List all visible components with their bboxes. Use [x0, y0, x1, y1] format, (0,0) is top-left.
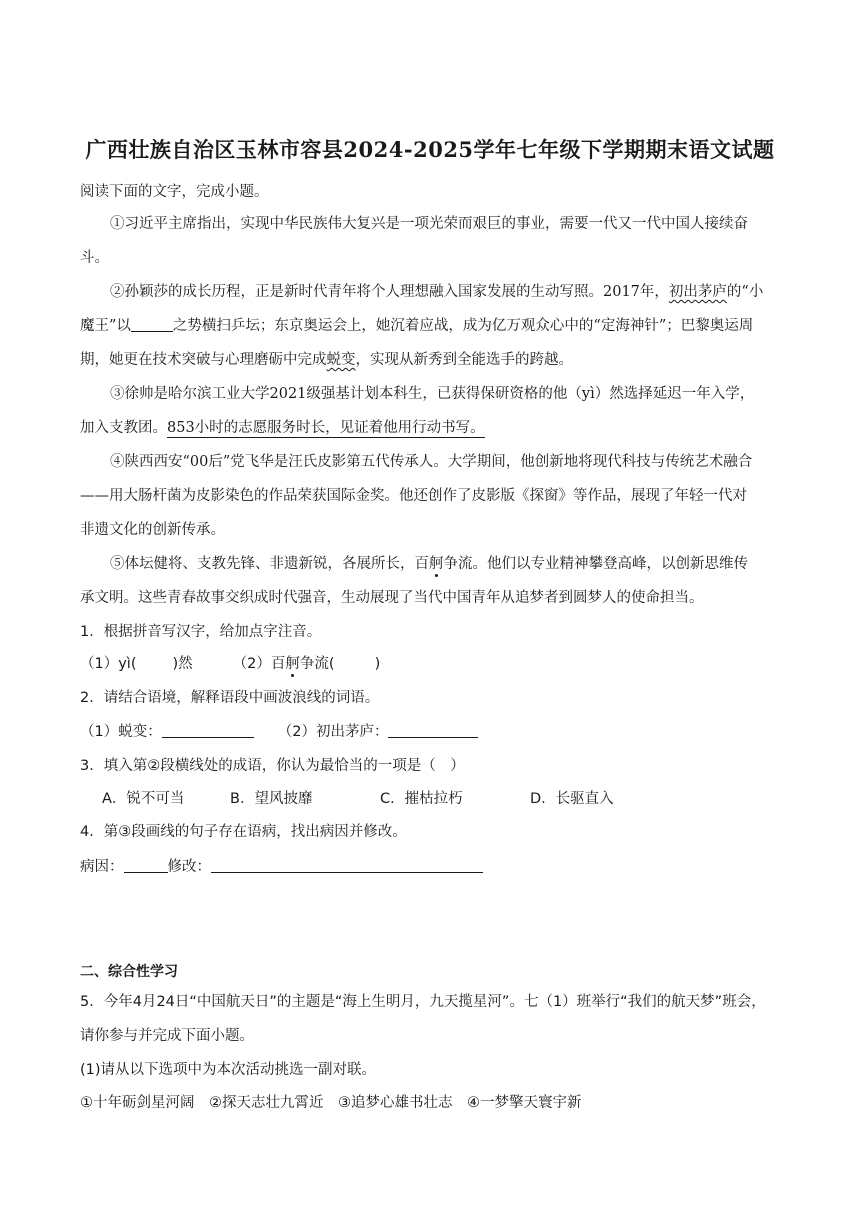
underlined-sentence: 853小时的志愿服务时长，见证着他用行动书写。	[167, 420, 485, 436]
option-b[interactable]: B．望风披靡	[230, 791, 313, 807]
reading-instruction: 阅读下面的文字，完成小题。	[80, 184, 269, 200]
passage-paragraph-1-cont: 斗。	[80, 250, 109, 266]
passage-paragraph-5: ⑤体坛健将、支教先锋、非遗新锐，各展所长，百舸争流。他们以专业精神攀登高峰，以创新思维传	[110, 556, 748, 572]
question-1-items: （1）yì( )然 （2）百舸争流( )	[80, 656, 381, 672]
passage-paragraph-4-line-2: ——用大肠杆菌为皮影染色的作品荣获国际金奖。他还创作了皮影版《探窗》等作品，展现了年轻一代对	[80, 488, 747, 504]
section-heading: 二、综合性学习	[80, 964, 178, 980]
passage-paragraph-4-line-3: 非遗文化的创新传承。	[80, 522, 225, 538]
dotted-char: 舸	[429, 556, 444, 572]
idiom-blank	[131, 317, 173, 332]
passage-paragraph-1: ①习近平主席指出，实现中华民族伟大复兴是一项光荣而艰巨的事业，需要一代又一代中国人接续奋	[110, 216, 748, 232]
answer-blank-tuibian[interactable]	[162, 723, 254, 738]
answer-blank-fix[interactable]	[211, 858, 483, 873]
question-5-1: (1)请从以下选项中为本次活动挑选一副对联。	[80, 1062, 377, 1078]
exam-title: 广西壮族自治区玉林市容县2024-2025学年七年级下学期期末语文试题	[85, 137, 775, 162]
question-4-answer: 病因： 修改：	[80, 857, 483, 877]
option-d[interactable]: D．长驱直入	[530, 791, 614, 807]
couplet-options: ①十年砺剑星河阔 ②探天志壮九霄近 ③追梦心雄书壮志 ④一梦擎天寰宇新	[80, 1095, 582, 1111]
question-2-items: （1）蜕变： （2）初出茅庐：	[80, 722, 478, 742]
answer-blank-chuchumaolu[interactable]	[388, 723, 478, 738]
wavy-word-chuchumaolu: 初出茅庐	[668, 284, 727, 300]
passage-paragraph-2-line-2: 魔王”以 之势横扫乒坛；东京奥运会上，她沉着应战，成为亿万观众心中的“定海神针”；巴黎奥运周	[80, 318, 754, 334]
question-5-cont: 请你参与并完成下面小题。	[80, 1028, 254, 1044]
question-5: 5．今年4月24日“中国航天日”的主题是“海上生明月，九天揽星河”。七（1）班举行“我们的航天梦”班会，	[80, 994, 766, 1010]
option-c[interactable]: C．摧枯拉朽	[380, 791, 463, 807]
passage-paragraph-3-cont: 加入支教团。853小时的志愿服务时长，见证着他用行动书写。	[80, 420, 485, 436]
question-4: 4．第③段画线的句子存在语病，找出病因并修改。	[80, 824, 407, 840]
answer-blank-cause[interactable]	[124, 858, 168, 873]
question-3: 3．填入第②段横线处的成语，你认为最恰当的一项是（ ）	[80, 758, 465, 774]
passage-paragraph-2-line-3: 期，她更在技术突破与心理磨砺中完成蜕变，实现从新秀到全能选手的跨越。	[80, 352, 573, 368]
passage-paragraph-5-cont: 承文明。这些青春故事交织成时代强音，生动展现了当代中国青年从追梦者到圆梦人的使命担当。	[80, 590, 704, 606]
passage-paragraph-3: ③徐帅是哈尔滨工业大学2021级强基计划本科生，已获得保研资格的他（yì）然选择延迟一年入学，	[110, 386, 755, 402]
passage-paragraph-2: ②孙颖莎的成长历程，正是新时代青年将个人理想融入国家发展的生动写照。2017年，初出茅庐的“小	[110, 284, 764, 300]
wavy-word-tuibian: 蜕变	[326, 352, 356, 368]
dotted-char-question: 舸	[285, 656, 300, 672]
question-1: 1．根据拼音写汉字，给加点字注音。	[80, 624, 322, 640]
passage-paragraph-4: ④陕西西安“00后”党飞华是汪氏皮影第五代传承人。大学期间，他创新地将现代科技与传统艺术融合	[110, 454, 753, 470]
option-a[interactable]: A．锐不可当	[102, 791, 185, 807]
question-2: 2．请结合语境，解释语段中画波浪线的词语。	[80, 690, 380, 706]
